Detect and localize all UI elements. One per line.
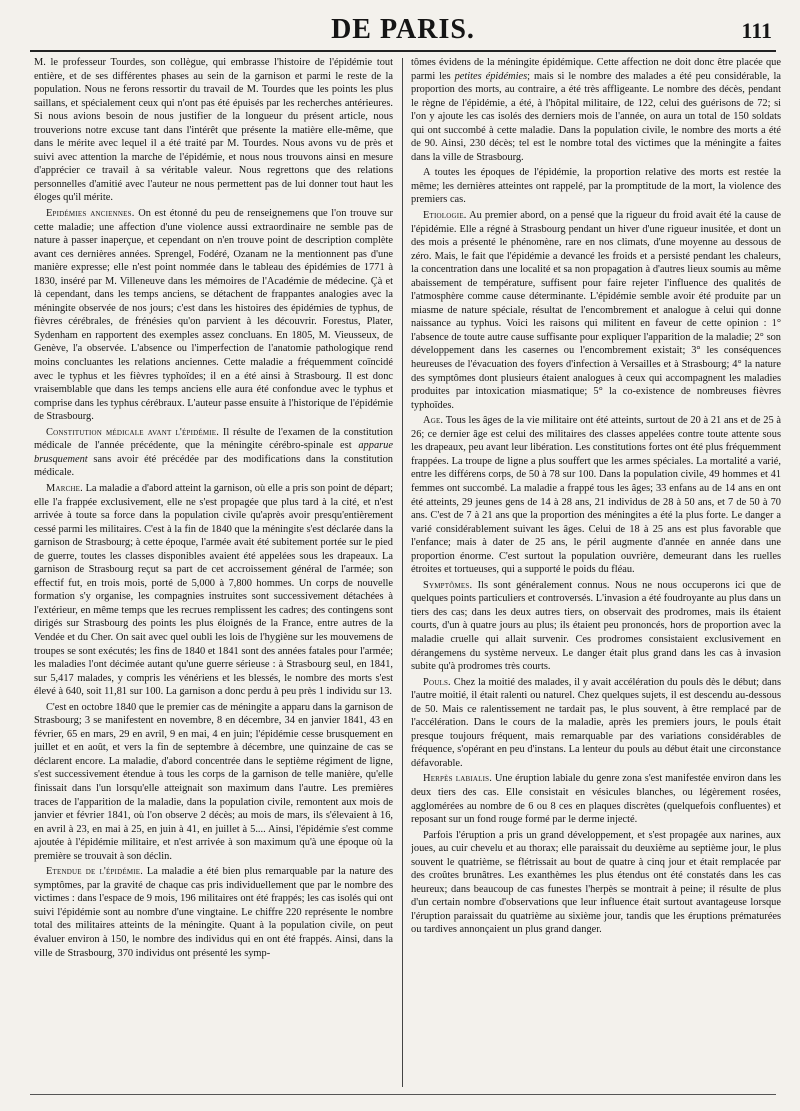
paragraph-text: La maladie a été bien plus remarquable par la nature des symptômes, par la gravité de chaque cas pris individuellement que par le nombre des victimes : dans l'espace de 9 mois, 196 militaires ont été frappés; les cas isolés qui ont suivi l'épidémie sont au nombre d'une vingtaine. Le chiffre 220 représente le nombre total des militaires atteints de la méningite. Quant à la population civile, on peut évaluer environ à 150, le nombre des individus qui en ont été frappés. Ainsi, dans la ville de Strasbourg, 370 individus ont présenté les symp- [34,866,393,959]
paragraph-text: Au premier abord, on a pensé que la rigueur du froid avait été la cause de l'épidémie. Elle a régné à Strasbourg pendant un hiver d'une rigueur inusitée, et dont un des mois a présenté le phénomène, rare en nos climats, d'une moyenne au dessous de zéro. Mais, le fait que l'épidémie a devancé les froids et a persisté pendant les chaleurs, la concentration dans une localité et sa non propagation à d'autres lieux soumis au même abaissement de température, suffisent pour faire rejeter l'influence des qualités de l'atmosphère comme cause déterminante. L'épidémie semble avoir été produite par un miasme de nature spéciale, résultat de l'encombrement et analogue à celui qui donne naissance au typhus. Voici les raisons qui militent en faveur de cette opinion : 1° l'absence de toute autre cause suffisante pour expliquer l'apparition de la maladie; 2° son développement dans les casernes ou l'encombrement existait; 3° les conséquences heureuses de l'évacuation des foyers d'infection à Versailles et à Strasbourg; 4° la nature des symptômes dont plusieurs étaient analogues à ceux qui accompagnent les maladies produites par intoxication miasmatique; 5° la co-existence de nombreuses fièvres typhoïdes. [411,210,781,411]
section-heading: Pouls. [423,676,451,688]
paragraph [411,579,781,674]
paragraph [411,829,781,937]
page-number: 111 [741,18,772,43]
section-heading: Herpès labialis. [423,773,493,785]
paragraph [411,56,781,164]
paragraph [411,209,781,412]
left-column [34,56,393,1089]
section-heading: Epidémies anciennes. [46,208,135,220]
section-heading: Symptômes. [423,579,473,591]
paragraph-text: sans avoir été précédée par des modifications dans la constitution médicale. [34,453,393,479]
paragraph-text: Parfois l'éruption a pris un grand développement, et s'est propagée aux narines, aux joues, au cuir chevelu et au thorax; elle paraissait du deuxième au septième jour, le plus souvent le quatrième, se flétrissait au bout de quatre à cinq jour et était remplacée par des croûtes brunâtres. Les exanthèmes les plus étendus ont été constatés dans les cas heureux; dans beaucoup de cas funestes l'herpès se montrait à peine; il résulte de plus d'un certain nombre d'observations que leur influence était surtout avantageuse lorsque l'éruption paraissait du quatrième au sixième jour, tandis que les éruptions prématurées ou tardives annonçaient un plus grand danger. [411,829,781,936]
running-title: DE PARIS. [331,14,475,45]
paragraph-text: On est étonné du peu de renseignemens que l'on trouve sur cette maladie; une affection d'une violence aussi extraordinaire ne semble pas de nature à passer inaperçue, et cependant on n'en trouve point de description complète avant ces dernières années. Sprengel, Fodéré, Ozanam ne la mentionnent pas d'une manière expresse; elle n'est point nommée dans le tableau des épidémies de 1771 à 1830, inséré par M. Villeneuve dans les mémoires de l'Académie de médecine. Çà et là cependant, dans les temps anciens, se détachent de frappantes analogies avec la méningite observée de nos jours; c'est dans les histoires des épidémies de typhus, de fièvres cérébrales, de frénésies qu'on parvient à les découvrir. Forestus, Plater, Sydenham en rapportent des exemples assez concluans. En 1805, M. Vieusseux, de Genève, l'a observée. L'absence ou l'imperfection de l'anatomie pathologique rend moins concluantes les relations anciennes. Cette maladie a fréquemment coïncidé avec le typhus et les fièvres typhoïdes; il en a été ainsi à Strasbourg. Il est donc vraisemblable que dans les temps anciens elle aura été confondue avec le typhus et comprise dans les typhus cérébraux. L'auteur passe ensuite à l'historique de l'épidémie de Strasbourg. [34,208,393,423]
paragraph [411,676,781,771]
section-heading: Constitution médicale avant l'épidémie. [46,426,220,438]
paragraph [411,772,781,826]
paragraph-text: tômes évidens de la méningite épidémique. Cette affection ne doit donc être placée que parmi les [411,57,781,82]
paragraph-text: Chez la moitié des malades, il y avait accélération du pouls dès le début; dans l'autre moitié, il était ralenti ou naturel. Chez quelques sujets, il est descendu au-dessous de 50. Mais ce ralentissement ne tardait pas, le plus souvent, à être remplacé par de l'accélération. Dans le cours de la maladie, après les premiers jours, le pouls était presque toujours fréquent, mais remarquable par des variations considérables de fréquence, s'opérant en peu d'instans. La lenteur du pouls au début était une circonstance défavorable. [411,676,781,769]
paragraph-text: C'est en octobre 1840 que le premier cas de méningite a apparu dans la garnison de Strasbourg; 3 se manifestent en novembre, 8 en décembre, 34 en janvier 1841, 43 en février, 65 en mars, 29 en avril, 9 en mai, 4 en juin; l'épidémie cesse brusquement en juillet et en août, et vers la fin de septembre à décembre, une quinzaine de cas se déclarent encore. La maladie, d'abord concentrée dans le septième régiment de ligne, s'est successivement étendue à tous les corps de la garnison de telle manière, qu'elle finissait dans l'un lorsqu'elle atteignait son maximum dans l'autre. Les premières traces de l'apparition de la maladie, dans la population civile, remontent aux mois de janvier et février 1841, où l'on observe 2 décès; au mois de mars, ils s'élevaient à 16, en avril à 23, en mai à 25, en juin à 41, en juillet à 5.... Ainsi, l'épidémie s'est comme ajoutée à l'épidémie militaire, et n'est arrivée à son maximum qu'à une époque où la première se trouvait à son déclin. [34,701,393,862]
paragraph [34,207,393,424]
section-heading: Etendue de l'épidémie. [46,866,144,878]
paragraph [34,482,393,699]
paragraph-text: ; mais si le nombre des malades a été peu considérable, la proportion des morts, au contraire, a été très affligeante. Le nombre des décès, pendant le règne de l'épidémie, a été, à l'hôpital militaire, de 122, celui des guérisons de 72; si l'on y ajoute les cas isolés des derniers mois de l'année, on aura un total de 150 soldats qui ont succombé à cette maladie. Dans la population civile, le nombre des morts a été de 90. Ainsi, 230 décès; tel est le nombre total des victimes que la méningite a faites dans la ville de Strasbourg. [411,70,781,163]
emphasis: petites épidémies [454,70,528,82]
paragraph [411,166,781,207]
paragraph [411,414,781,577]
paragraph-text: A toutes les époques de l'épidémie, la proportion relative des morts est restée la même; les dernières atteintes ont rappelé, par la promptitude de la mort, la violence des premiers cas. [411,167,781,206]
page-header [30,10,776,52]
section-heading: Age. [423,415,444,427]
paragraph-text: Ils sont généralement connus. Nous ne nous occuperons ici que de quelques points particuliers et controversés. L'invasion a été foudroyante au plus dans un tiers des cas; dans les deux autres tiers, on observait des prodromes, mais ils étaient courts, d'un à quatre jours au plus; ils étaient peu prononcés, hors de proportion avec la maladie cruelle qui allait survenir. Ces prodromes consistaient exclusivement en dérangemens du système nerveux. Le danger était plus grand dans les cas à invasion subite qu'à prodromes très courts. [411,579,781,673]
right-column [411,56,781,1089]
paragraph [34,701,393,864]
paragraph-text: Tous les âges de la vie militaire ont été atteints, surtout de 20 à 21 ans et de 25 à 26; ce dernier âge est celui des militaires des classes appelées contre toute attente sous les drapeaux, peu avant leur libération. Les constitutions fortes ont été plus fréquemment frappées. La troupe de ligne a plus souffert que les armes spéciales. La mortalité a varié, entre les différens corps, de 50 à 78 sur 100. Dans la population civile, 49 hommes et 41 femmes ont succombé. La maladie a frappé tous les âges; 33 enfans au de 14 ans en ont été atteints, 29 jeunes gens de 14 à 28 ans, 21 individus de 28 à 50 ans, et 7 de 50 à 70 ans. C'est de 7 à 21 ans que la proportion des méningites a été la plus forte. Le danger a varié considérablement suivant les âges. Celui de 18 à 25 ans est plus favorable que l'enfance; mais à dater de 25 ans, le péril augmente d'année en année dans une proportion énorme. C'est surtout la population ouvrière, demeurant dans les ruelles étroites et tortueuses, qui a supporté le poids du fléau. [411,415,781,576]
paragraph-text: Il résulte de l'examen de la constitution médicale de l'année précédente, que la méningite cérébro-spinale est [34,426,393,452]
section-heading: Marche. [46,482,83,494]
paragraph [34,426,393,480]
column-divider [402,58,403,1087]
paragraph-text: M. le professeur Tourdes, son collègue, qui embrasse l'histoire de l'épidémie tout entière, et de ses différentes phases au sein de la garnison et parmi le reste de la population. Nous ne ferons ressortir du travail de M. Tourdes que les points les plus saillans, et spécialement ceux qui n'ont pas été épuisés par les recherches antérieures. Si nous avions besoin de nous justifier de la longueur du présent article, nous trouverions notre excuse tant dans l'intérêt que présente la matière elle-même, que dans le mérite avec lequel il a été traité par M. Tourdes. Nous avons vu de près et suivi avec attention la marche de l'épidémie, et nous nous trouvons ainsi en mesure d'apprécier ce travail à sa véritable valeur. Nous regrettons que des relations personnelles d'amitié avec l'auteur ne nous permettent pas de lui donner tout haut les éloges qu'il mérite. [34,57,393,204]
paragraph [34,865,393,960]
section-heading: Etiologie. [423,210,467,222]
paragraph-text: Une éruption labiale du genre zona s'est manifestée environ dans les deux tiers des cas. Elle consistait en vésicules blanches, ou légèrement rosées, agglomérées au nombre de 6 ou 8 ces en plaques discrètes (quelquefois confluentes) et reposant sur un fond rouge formé par le derme injecté. [411,773,781,826]
emphasis: apparue brusquement [34,440,393,465]
paragraph [34,56,393,205]
paragraph-text: La maladie a d'abord atteint la garnison, où elle a pris son point de départ; elle l'a frappée exclusivement, elle ne s'est propagée que plus tard à la cité, et n'est arrivée à toute sa force dans la population civile qu'après avoir presqu'entièrement cessé parmi les militaires. C'est à la fin de 1840 que la méningite s'est déclarée dans la garnison de Strasbourg; à cette époque, l'armée avait été subitement portée sur le pied de guerre, toutes les classes disponibles avaient été appelées sous les drapeaux. La garnison de Strasbourg reçut sa part de cet accroissement général de l'armée; son effectif fut, en trois mois, porté de 5,000 à 7,800 hommes. Un corps de nouvelle formation s'y organise, les compagnies instruites sont successivement détachées à l'extérieur, en même temps que les recrues remplissent les cadres; des contingens sont dirigés sur Strasbourg des points les plus éloignés de la France, entre autres de la Vendée et du Cher. On sait avec quel oubli les lois de l'hygiène sur les mouvemens de troupes se sont exécutés; les fins de 1840 et 1841 sont des années fatales pour l'armée; les maladies l'ont décimée autant qu'une guerre sérieuse : à Strasbourg seul, en 1841, sur 5,417 malades, y compris les vénériens et les blessés, le nombre des morts s'est élevé à 640, soit 11,81 sur 100. La garnison a donc perdu à peu près 1 individu sur 13. [34,482,393,698]
footer-rule [30,1094,776,1095]
